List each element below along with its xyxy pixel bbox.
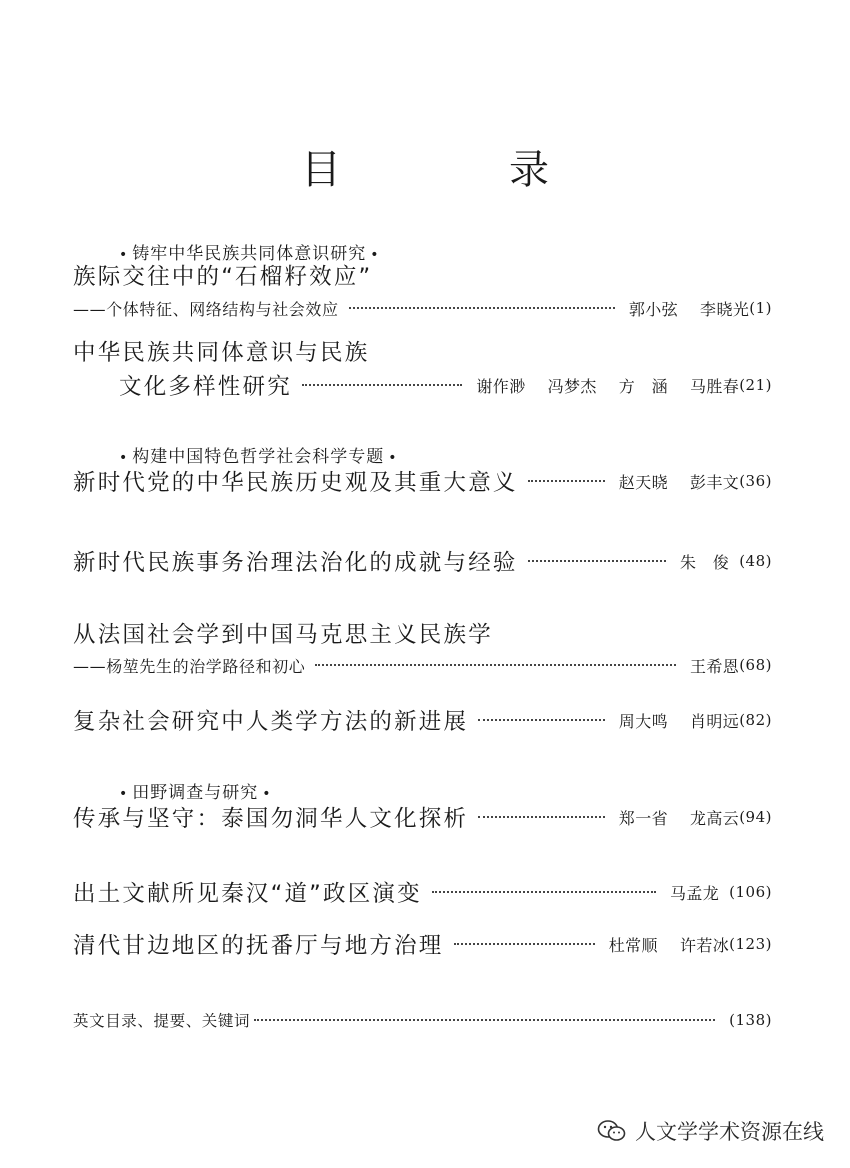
toc-entry-title[interactable]: 中华民族共同体意识与民族 xyxy=(73,340,370,366)
dot-leader xyxy=(478,719,605,721)
toc-entry-title-cont: 文化多样性研究 xyxy=(119,374,292,400)
toc-entry-row[interactable] xyxy=(73,879,772,905)
toc-entry-row[interactable] xyxy=(73,804,772,830)
toc-authors: 郑一省 龙高云 xyxy=(618,808,740,828)
toc-entry-subtitle: ——个体特征、网络结构与社会效应 xyxy=(73,299,339,319)
dot-leader xyxy=(349,307,615,309)
toc-page-number: (48) xyxy=(739,552,772,570)
dot-leader xyxy=(478,816,605,818)
toc-authors: 谢作渺 冯梦杰 方 涵 马胜春 xyxy=(476,376,740,396)
toc-authors: 杜常顺 许若冰 xyxy=(608,935,730,955)
toc-entry-row[interactable] xyxy=(73,931,772,957)
toc-entry-title[interactable]: 族际交往中的“石榴籽效应” xyxy=(73,264,373,290)
toc-entry-title: 新时代党的中华民族历史观及其重大意义 xyxy=(73,470,518,496)
toc-authors: 王希恩 xyxy=(690,656,740,676)
wechat-icon xyxy=(597,1119,627,1143)
dot-leader xyxy=(315,664,676,666)
toc-entry-subtitle: ——杨堃先生的治学路径和初心 xyxy=(73,656,306,676)
toc-entry-title: 清代甘边地区的抚番厅与地方治理 xyxy=(73,933,444,959)
toc-appendix-row[interactable] xyxy=(73,1007,772,1033)
section-heading: • 构建中国特色哲学社会科学专题 • xyxy=(119,447,398,467)
dot-leader xyxy=(528,480,605,482)
toc-entry-row[interactable] xyxy=(73,652,772,678)
dot-leader xyxy=(454,943,595,945)
toc-entry-title: 出土文献所见秦汉“道”政区演变 xyxy=(73,881,422,907)
toc-page-number: (82) xyxy=(739,711,772,729)
toc-entry-title: 新时代民族事务治理法治化的成就与经验 xyxy=(73,550,518,576)
toc-page-number: (36) xyxy=(739,472,772,490)
toc-entry-title[interactable]: 从法国社会学到中国马克思主义民族学 xyxy=(73,622,493,648)
toc-entry-title: 传承与坚守：泰国勿洞华人文化探析 xyxy=(73,806,469,832)
dot-leader xyxy=(528,560,666,562)
toc-page-number: (106) xyxy=(729,883,772,901)
toc-page-number: (138) xyxy=(729,1011,772,1029)
watermark xyxy=(597,1116,824,1146)
toc-page-number: (21) xyxy=(739,376,772,394)
watermark-text: 人文学学术资源在线 xyxy=(635,1120,824,1144)
dot-leader xyxy=(254,1019,715,1021)
toc-appendix-title: 英文目录、提要、关键词 xyxy=(73,1012,251,1030)
dot-leader xyxy=(432,891,656,893)
dot-leader xyxy=(302,384,462,386)
toc-entry-title: 复杂社会研究中人类学方法的新进展 xyxy=(73,709,469,735)
toc-entry-row[interactable] xyxy=(73,468,772,494)
toc-authors: 朱 俊 xyxy=(680,552,730,572)
toc-entry-row[interactable] xyxy=(73,295,772,321)
section-heading: • 铸牢中华民族共同体意识研究 • xyxy=(119,244,380,264)
toc-entry-row[interactable] xyxy=(73,548,772,574)
section-heading: • 田野调查与研究 • xyxy=(119,783,272,803)
toc-page-number: (1) xyxy=(749,299,772,317)
toc-authors: 马孟龙 xyxy=(669,883,720,903)
toc-page-number: (123) xyxy=(729,935,772,953)
toc-entry-row[interactable] xyxy=(73,707,772,733)
page-title: 目 录 xyxy=(301,147,613,193)
toc-authors: 赵天晓 彭丰文 xyxy=(618,472,740,492)
toc-page-number: (68) xyxy=(739,656,772,674)
toc-page-number: (94) xyxy=(739,808,772,826)
toc-entry-row[interactable] xyxy=(73,372,772,398)
toc-authors: 郭小弦 李晓光 xyxy=(628,299,750,319)
toc-authors: 周大鸣 肖明远 xyxy=(618,711,740,731)
